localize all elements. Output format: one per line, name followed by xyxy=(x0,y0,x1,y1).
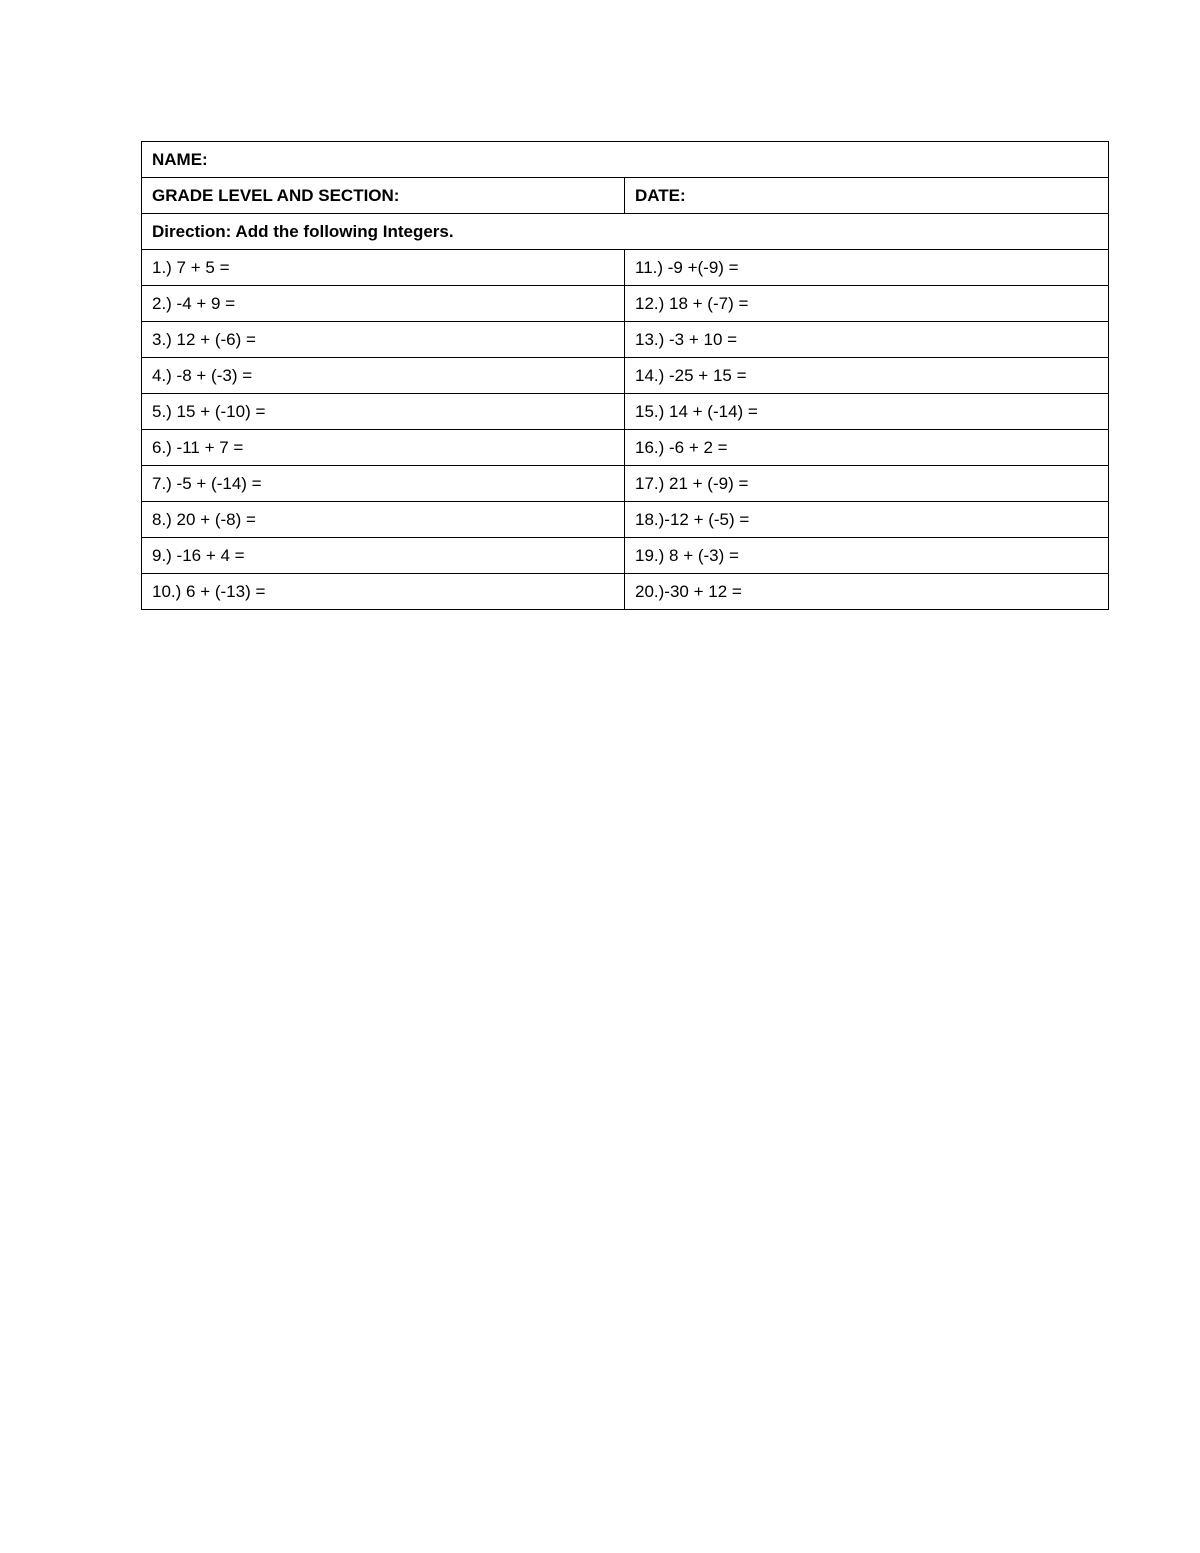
problem-item: 15.) 14 + (-14) = xyxy=(625,394,1109,430)
problem-row xyxy=(142,322,1109,358)
name-label: NAME: xyxy=(142,142,1109,178)
problem-item: 20.)-30 + 12 = xyxy=(625,574,1109,610)
problem-item: 8.) 20 + (-8) = xyxy=(142,502,625,538)
problem-item: 4.) -8 + (-3) = xyxy=(142,358,625,394)
problem-item: 12.) 18 + (-7) = xyxy=(625,286,1109,322)
problem-item: 13.) -3 + 10 = xyxy=(625,322,1109,358)
problem-item: 5.) 15 + (-10) = xyxy=(142,394,625,430)
name-row xyxy=(142,142,1109,178)
problem-row xyxy=(142,358,1109,394)
problem-item: 3.) 12 + (-6) = xyxy=(142,322,625,358)
problem-item: 7.) -5 + (-14) = xyxy=(142,466,625,502)
problem-item: 11.) -9 +(-9) = xyxy=(625,250,1109,286)
problem-row xyxy=(142,574,1109,610)
problem-item: 1.) 7 + 5 = xyxy=(142,250,625,286)
problem-item: 10.) 6 + (-13) = xyxy=(142,574,625,610)
problem-item: 17.) 21 + (-9) = xyxy=(625,466,1109,502)
problem-row xyxy=(142,286,1109,322)
direction-row xyxy=(142,214,1109,250)
problem-row xyxy=(142,394,1109,430)
problem-row xyxy=(142,466,1109,502)
problem-row xyxy=(142,250,1109,286)
problem-item: 18.)-12 + (-5) = xyxy=(625,502,1109,538)
direction-text: Direction: Add the following Integers. xyxy=(142,214,1109,250)
problem-row xyxy=(142,538,1109,574)
grade-date-row xyxy=(142,178,1109,214)
problem-row xyxy=(142,502,1109,538)
problem-item: 19.) 8 + (-3) = xyxy=(625,538,1109,574)
problem-row xyxy=(142,430,1109,466)
date-label: DATE: xyxy=(625,178,1109,214)
problem-item: 16.) -6 + 2 = xyxy=(625,430,1109,466)
worksheet-table xyxy=(141,141,1109,610)
problem-item: 9.) -16 + 4 = xyxy=(142,538,625,574)
problem-item: 2.) -4 + 9 = xyxy=(142,286,625,322)
problem-item: 14.) -25 + 15 = xyxy=(625,358,1109,394)
grade-section-label: GRADE LEVEL AND SECTION: xyxy=(142,178,625,214)
problem-item: 6.) -11 + 7 = xyxy=(142,430,625,466)
